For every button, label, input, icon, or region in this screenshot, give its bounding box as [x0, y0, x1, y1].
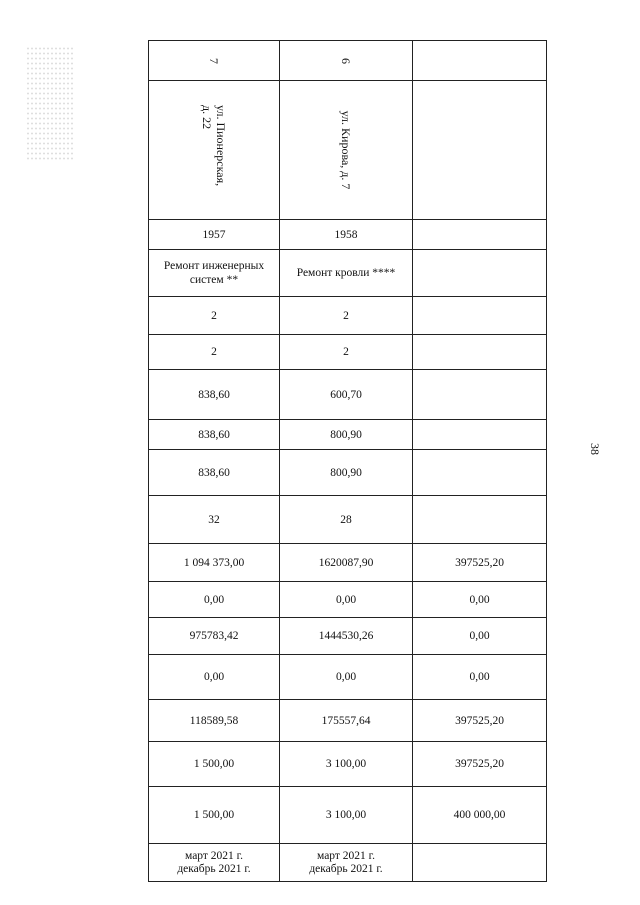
cell-area-1	[413, 370, 547, 420]
row-total-cost	[149, 544, 547, 582]
row-address	[149, 81, 547, 220]
cell-limit-cost: 3 100,00	[280, 787, 413, 844]
row-repair-type	[149, 250, 547, 297]
row-year	[149, 220, 547, 250]
cell-val-a: 2	[280, 297, 413, 335]
cell-address: ул. Пионерская, д. 22	[149, 81, 280, 220]
faded-stamp	[26, 46, 74, 162]
cell-unit-cost: 1 500,00	[149, 742, 280, 787]
cell-area-2: 800,90	[280, 420, 413, 450]
cell-index	[413, 41, 547, 81]
cell-cost-a: 0,00	[149, 582, 280, 618]
row-area-3	[149, 450, 547, 496]
cell-repair-type	[413, 250, 547, 297]
cell-repair-type: Ремонт кровли ****	[280, 250, 413, 297]
cell-cost-c: 0,00	[149, 655, 280, 700]
cell-cost-a: 0,00	[413, 582, 547, 618]
cell-area-1: 838,60	[149, 370, 280, 420]
cell-limit-cost: 1 500,00	[149, 787, 280, 844]
cell-cost-c: 0,00	[280, 655, 413, 700]
repair-table	[148, 40, 547, 882]
cell-area-2: 838,60	[149, 420, 280, 450]
cell-cost-d: 397525,20	[413, 700, 547, 742]
cell-index: 6	[280, 41, 413, 81]
row-unit-cost	[149, 742, 547, 787]
cell-year	[413, 220, 547, 250]
cell-repair-type: Ремонт инженерных систем **	[149, 250, 280, 297]
row-area-2	[149, 420, 547, 450]
cell-total-cost: 1620087,90	[280, 544, 413, 582]
cell-address	[413, 81, 547, 220]
cell-cost-b: 0,00	[413, 618, 547, 655]
cell-val-b	[413, 335, 547, 370]
cell-val-a	[413, 297, 547, 335]
cell-residents: 32	[149, 496, 280, 544]
cell-dates	[280, 844, 413, 882]
cell-cost-c: 0,00	[413, 655, 547, 700]
cell-address: ул. Кирова, д. 7	[280, 81, 413, 220]
cell-cost-d: 175557,64	[280, 700, 413, 742]
cell-unit-cost: 397525,20	[413, 742, 547, 787]
cell-cost-d: 118589,58	[149, 700, 280, 742]
row-limit-cost	[149, 787, 547, 844]
cell-dates	[149, 844, 280, 882]
cell-area-1: 600,70	[280, 370, 413, 420]
row-cost-a	[149, 582, 547, 618]
row-val-b	[149, 335, 547, 370]
cell-residents: 28	[280, 496, 413, 544]
row-dates	[149, 844, 547, 882]
cell-cost-b: 975783,42	[149, 618, 280, 655]
cell-area-3: 800,90	[280, 450, 413, 496]
date-end: декабрь 2021 г.	[177, 862, 251, 875]
row-index	[149, 41, 547, 81]
cell-unit-cost: 3 100,00	[280, 742, 413, 787]
cell-val-b: 2	[149, 335, 280, 370]
row-area-1	[149, 370, 547, 420]
cell-year: 1957	[149, 220, 280, 250]
row-cost-b	[149, 618, 547, 655]
cell-residents	[413, 496, 547, 544]
cell-area-3: 838,60	[149, 450, 280, 496]
row-cost-d	[149, 700, 547, 742]
cell-total-cost: 397525,20	[413, 544, 547, 582]
cell-val-a: 2	[149, 297, 280, 335]
page-number: 38	[588, 443, 602, 455]
row-cost-c	[149, 655, 547, 700]
cell-year: 1958	[280, 220, 413, 250]
cell-limit-cost: 400 000,00	[413, 787, 547, 844]
cell-total-cost: 1 094 373,00	[149, 544, 280, 582]
cell-val-b: 2	[280, 335, 413, 370]
cell-index: 7	[149, 41, 280, 81]
cell-area-3	[413, 450, 547, 496]
cell-cost-b: 1444530,26	[280, 618, 413, 655]
date-end: декабрь 2021 г.	[309, 862, 383, 875]
cell-cost-a: 0,00	[280, 582, 413, 618]
cell-area-2	[413, 420, 547, 450]
row-val-a	[149, 297, 547, 335]
date-start: март 2021 г.	[185, 849, 243, 862]
row-residents	[149, 496, 547, 544]
date-start: март 2021 г.	[317, 849, 375, 862]
cell-dates	[413, 844, 547, 882]
